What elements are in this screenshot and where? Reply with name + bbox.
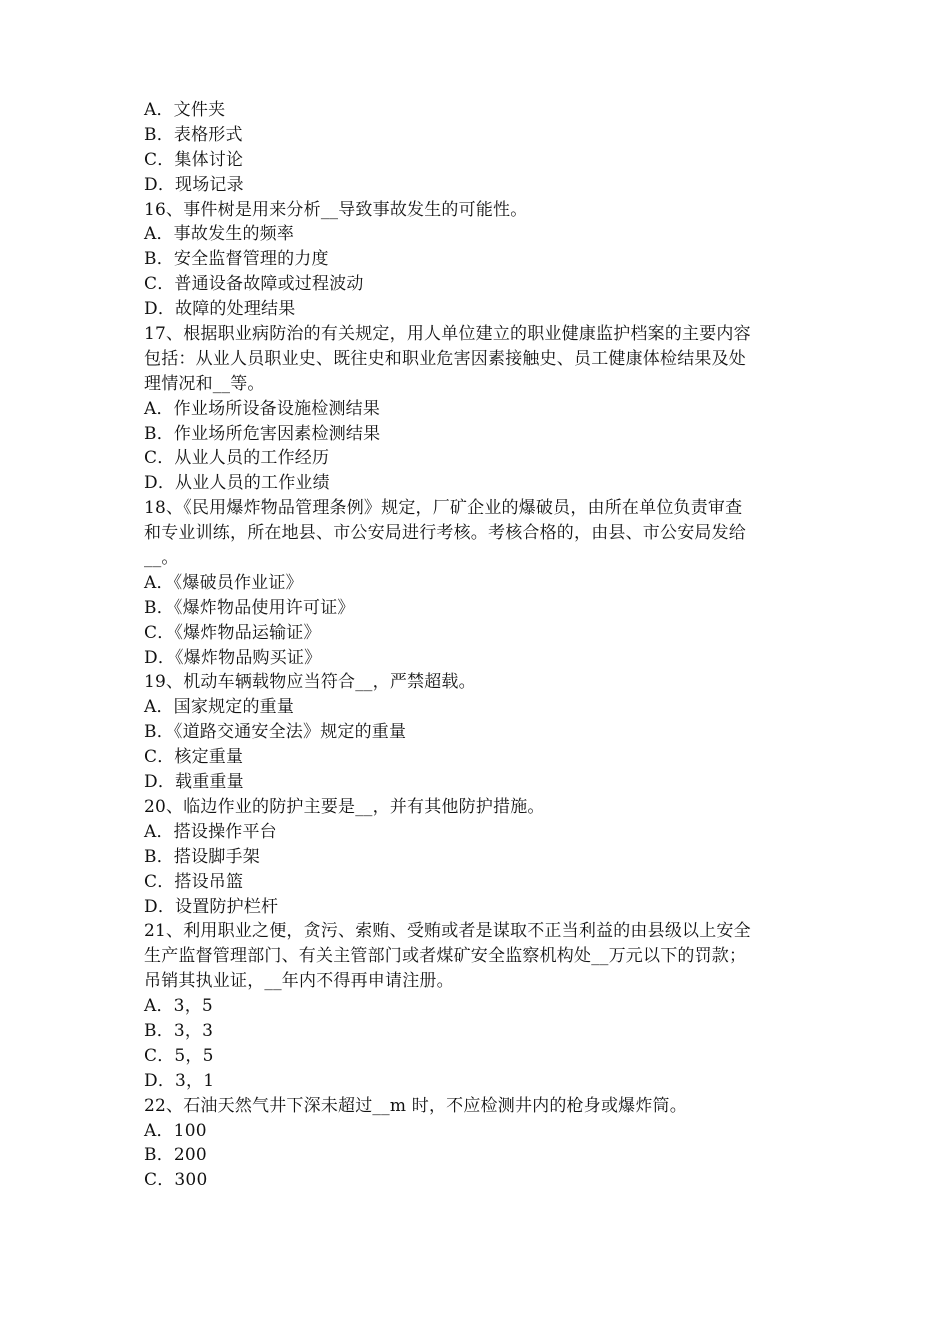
answer-option: B．作业场所危害因素检测结果 xyxy=(144,423,381,444)
answer-option: C．300 xyxy=(144,1170,208,1191)
question-text-line: 和专业训练，所在地县、市公安局进行考核。考核合格的，由县、市公安局发给 xyxy=(144,523,746,544)
answer-option: A．《爆破员作业证》 xyxy=(144,572,303,593)
answer-option: A．搭设操作平台 xyxy=(144,821,277,842)
answer-option: D．从业人员的工作业绩 xyxy=(144,473,330,494)
answer-option: A．事故发生的频率 xyxy=(144,224,295,245)
question-text-line: 18、《民用爆炸物品管理条例》规定，厂矿企业的爆破员，由所在单位负责审查 xyxy=(144,498,743,519)
answer-option: C．普通设备故障或过程波动 xyxy=(144,274,364,295)
answer-option: C．5，5 xyxy=(144,1045,214,1066)
answer-option: A．文件夹 xyxy=(144,100,226,120)
question-text-line: 理情况和__等。 xyxy=(144,373,265,394)
answer-option: D．3，1 xyxy=(144,1070,215,1091)
question-text-line: __。 xyxy=(144,548,179,569)
answer-option: B．《道路交通安全法》规定的重量 xyxy=(144,722,407,743)
answer-option: C．《爆炸物品运输证》 xyxy=(144,622,321,643)
answer-option: B．3，3 xyxy=(144,1020,214,1041)
question-text-line: 吊销其执业证，__年内不得再申请注册。 xyxy=(144,971,454,992)
answer-option: C．核定重量 xyxy=(144,747,244,768)
answer-option: B．搭设脚手架 xyxy=(144,846,260,867)
answer-option: C．从业人员的工作经历 xyxy=(144,448,330,469)
answer-option: D．载重重量 xyxy=(144,772,244,793)
question-text-line: 20、临边作业的防护主要是__，并有其他防护措施。 xyxy=(144,796,545,817)
question-text-line: 16、事件树是用来分析__导致事故发生的可能性。 xyxy=(144,199,528,220)
question-text-line: 生产监督管理部门、有关主管部门或者煤矿安全监察机构处__万元以下的罚款； xyxy=(144,946,747,967)
answer-option: B．表格形式 xyxy=(144,124,243,145)
answer-option: C．集体讨论 xyxy=(144,149,244,170)
answer-option: A．作业场所设备设施检测结果 xyxy=(144,398,381,419)
question-text-line: 包括：从业人员职业史、既往史和职业危害因素接触史、员工健康体检结果及处 xyxy=(144,348,746,369)
question-text-line: 21、利用职业之便，贪污、索贿、受贿或者是谋取不正当利益的由县级以上安全 xyxy=(144,921,751,942)
answer-option: A．100 xyxy=(144,1120,207,1141)
answer-option: B．安全监督管理的力度 xyxy=(144,249,329,270)
answer-option: D．现场记录 xyxy=(144,174,244,195)
answer-option: D．设置防护栏杆 xyxy=(144,896,279,917)
answer-option: A．国家规定的重量 xyxy=(144,697,295,718)
question-text-line: 22、石油天然气井下深未超过__m 时，不应检测井内的枪身或爆炸筒。 xyxy=(144,1095,687,1116)
answer-option: A．3，5 xyxy=(144,996,213,1017)
answer-option: D．《爆炸物品购买证》 xyxy=(144,647,322,668)
answer-option: C．搭设吊篮 xyxy=(144,871,244,892)
answer-option: B．《爆炸物品使用许可证》 xyxy=(144,597,355,618)
answer-option: D．故障的处理结果 xyxy=(144,299,296,320)
question-text-line: 19、机动车辆载物应当符合__，严禁超载。 xyxy=(144,672,476,693)
question-text-line: 17、根据职业病防治的有关规定，用人单位建立的职业健康监护档案的主要内容 xyxy=(144,324,751,345)
answer-option: B．200 xyxy=(144,1145,207,1166)
document-body xyxy=(144,98,824,1193)
